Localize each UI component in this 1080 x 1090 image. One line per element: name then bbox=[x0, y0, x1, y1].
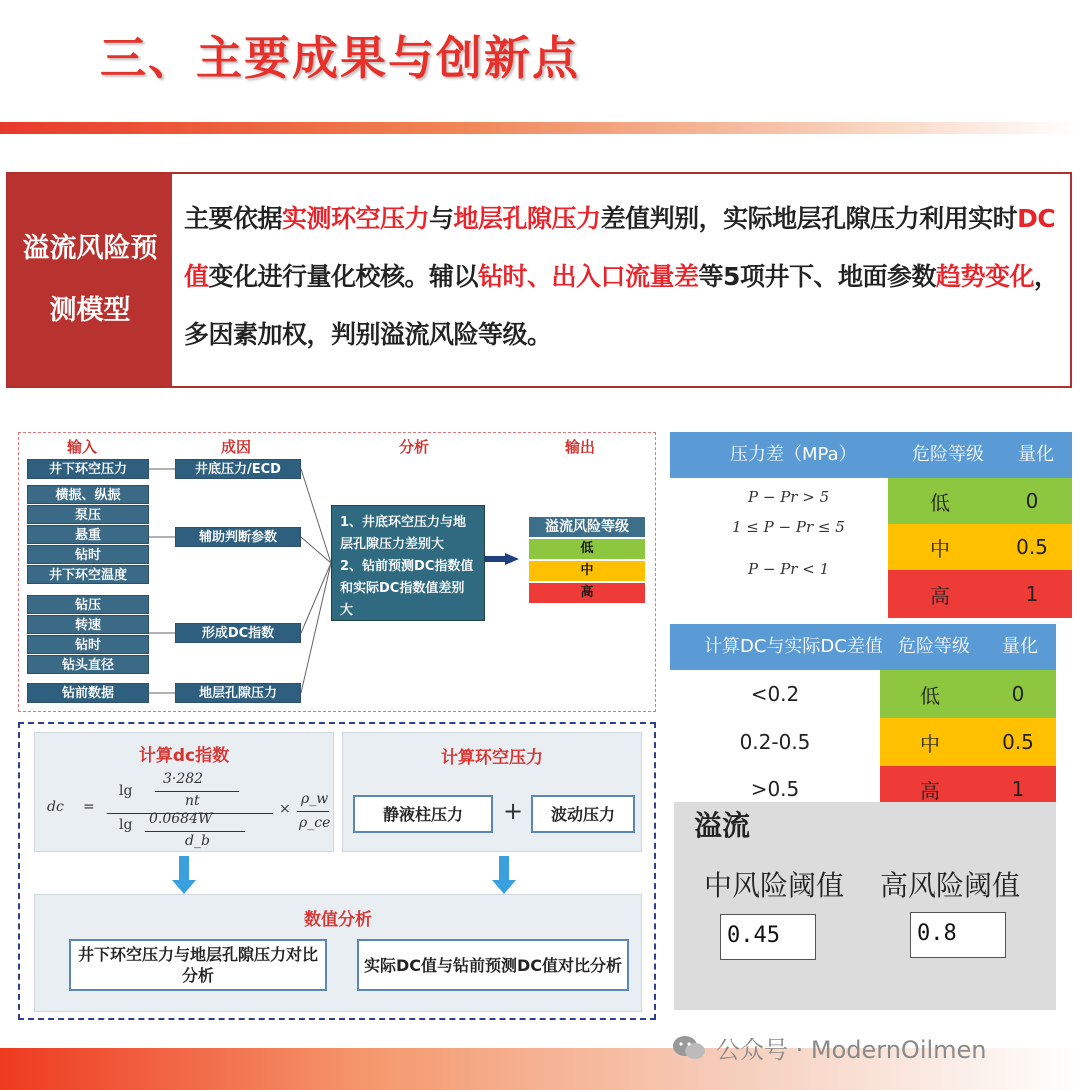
input-predrill-data: 钻前数据 bbox=[27, 683, 149, 703]
table1-col-diff: 压力差（MPa） bbox=[730, 444, 857, 465]
table1-level-low: 低 bbox=[888, 478, 992, 524]
input-param: 钻时 bbox=[27, 635, 149, 654]
summary-text bbox=[184, 190, 1064, 364]
watermark bbox=[672, 1030, 987, 1065]
header-input: 输入 bbox=[67, 438, 98, 456]
summary-highlight: 趋势变化 bbox=[935, 262, 1034, 291]
formula-eq: = bbox=[83, 799, 95, 815]
input-param: 钻头直径 bbox=[27, 655, 149, 674]
summary-highlight: 实测环空压力 bbox=[282, 204, 430, 233]
threshold-panel bbox=[674, 802, 1056, 1010]
summary-part: 与 bbox=[429, 204, 454, 233]
surge-pressure-box: 波动压力 bbox=[531, 795, 635, 833]
arrow-body bbox=[499, 856, 509, 882]
input-param: 井下环空温度 bbox=[27, 565, 149, 584]
formula-den-top: 0.0684W bbox=[149, 811, 213, 827]
threshold-title: 溢流 bbox=[694, 809, 751, 842]
static-pressure-box: 静液柱压力 bbox=[353, 795, 493, 833]
connector-line bbox=[301, 469, 331, 563]
table2-value-mid: 0.5 bbox=[980, 718, 1056, 766]
formula-den-bottom: d_b bbox=[185, 833, 210, 849]
summary-highlight: 地层孔隙压力 bbox=[453, 204, 601, 233]
input-param: 悬重 bbox=[27, 525, 149, 544]
wechat-icon bbox=[672, 1035, 706, 1061]
table2-header bbox=[670, 624, 1056, 670]
summary-label: 溢流风险预测模型 bbox=[8, 174, 172, 386]
analysis-item-2: 2、钻前预测DC指数值和实际DC指数值差别大 bbox=[340, 559, 474, 618]
risk-level-high: 高 bbox=[529, 583, 645, 603]
formula-num-bottom: nt bbox=[185, 793, 200, 809]
table1-level-mid: 中 bbox=[888, 524, 992, 570]
arrow-head bbox=[172, 880, 196, 894]
arrow-head bbox=[492, 880, 516, 894]
table1-conditions bbox=[670, 478, 886, 620]
numeric-analysis-title: 数值分析 bbox=[304, 910, 372, 930]
input-annulus-pressure: 井下环空压力 bbox=[27, 459, 149, 479]
mid-threshold-input[interactable]: 0.45 bbox=[720, 914, 816, 960]
table2-range: <0.2 bbox=[750, 682, 800, 706]
table2-col-diff: 计算DC与实际DC差值 bbox=[704, 636, 883, 657]
formula-rho-bottom: ρ_ce bbox=[299, 815, 331, 831]
input-param: 横振、纵振 bbox=[27, 485, 149, 504]
table1-value-high: 1 bbox=[992, 570, 1072, 618]
summary-part: ，多因素加权，判别溢流风险等级。 bbox=[184, 262, 1059, 349]
connector-line bbox=[301, 563, 331, 693]
numeric-analysis-panel bbox=[34, 894, 642, 1012]
output-arrow-body bbox=[485, 556, 507, 562]
risk-level-mid: 中 bbox=[529, 561, 645, 581]
table2-value-low: 0 bbox=[980, 670, 1056, 718]
cause-pore-pressure: 地层孔隙压力 bbox=[175, 683, 301, 703]
table1-header bbox=[670, 432, 1072, 478]
table1-col-level: 危险等级 bbox=[912, 444, 984, 465]
input-param: 转速 bbox=[27, 615, 149, 634]
title-underline bbox=[0, 122, 1080, 134]
formula-rho-top: ρ_w bbox=[301, 791, 329, 807]
table2-range: 0.2-0.5 bbox=[739, 730, 811, 754]
formula-lg: lg bbox=[119, 783, 133, 799]
table2-level-mid: 中 bbox=[880, 718, 980, 766]
cause-aux-params: 辅助判断参数 bbox=[175, 527, 301, 547]
table2-col-level: 危险等级 bbox=[898, 636, 970, 657]
table1-level-high: 高 bbox=[888, 570, 992, 618]
formula-lg: lg bbox=[119, 817, 133, 833]
summary-highlight: 钻时、出入口流量差 bbox=[478, 262, 699, 291]
formula-lhs: dc bbox=[47, 799, 64, 815]
input-param: 泵压 bbox=[27, 505, 149, 524]
table2-range: >0.5 bbox=[750, 777, 800, 801]
compare-dc-box: 实际DC值与钻前预测DC值对比分析 bbox=[357, 939, 629, 991]
calc-panel bbox=[18, 722, 656, 1020]
analysis-item-1: 1、井底环空压力与地层孔隙压力差别大 bbox=[340, 515, 467, 552]
formula-num-top: 3·282 bbox=[163, 771, 204, 787]
risk-level-title: 溢流风险等级 bbox=[529, 517, 645, 537]
header-cause: 成因 bbox=[221, 438, 252, 456]
compare-pressure-box: 井下环空压力与地层孔隙压力对比分析 bbox=[69, 939, 327, 991]
output-arrow-head bbox=[505, 553, 519, 565]
summary-highlight: DC值 bbox=[184, 204, 1056, 291]
connector-line bbox=[301, 563, 331, 633]
dc-title: 计算dc指数 bbox=[138, 746, 230, 766]
annulus-title: 计算环空压力 bbox=[441, 748, 543, 768]
summary-part: 变化进行量化校核。辅以 bbox=[208, 262, 479, 291]
high-threshold-label: 高风险阈值 bbox=[880, 869, 1021, 902]
high-threshold-input[interactable]: 0.8 bbox=[910, 912, 1006, 958]
cause-dc-index: 形成DC指数 bbox=[175, 623, 301, 643]
table1-value-low: 0 bbox=[992, 478, 1072, 524]
header-analysis: 分析 bbox=[399, 438, 430, 456]
input-param: 钻压 bbox=[27, 595, 149, 614]
input-param: 钻时 bbox=[27, 545, 149, 564]
summary-part: 主要依据 bbox=[184, 204, 283, 233]
cause-ecd: 井底压力/ECD bbox=[175, 459, 301, 479]
table2-level-low: 低 bbox=[880, 670, 980, 718]
table1-col-quant: 量化 bbox=[1018, 444, 1054, 465]
watermark-text: 公众号 · ModernOilmen bbox=[716, 1036, 987, 1064]
flow-diagram bbox=[18, 432, 656, 712]
plus-sign: + bbox=[503, 797, 524, 825]
condition: P − Pr < 1 bbox=[748, 560, 830, 578]
table2-col-quant: 量化 bbox=[1002, 636, 1038, 657]
risk-level-low: 低 bbox=[529, 539, 645, 559]
summary-part: 等5项井下、地面参数 bbox=[698, 262, 936, 291]
formula-times: × bbox=[279, 801, 291, 817]
page-title: 三、主要成果与创新点 bbox=[100, 31, 580, 85]
summary-part: 差值判别，实际地层孔隙压力利用实时 bbox=[600, 204, 1018, 233]
summary-box bbox=[6, 172, 1072, 388]
mid-threshold-label: 中风险阈值 bbox=[704, 869, 845, 902]
condition: 1 ≤ P − Pr ≤ 5 bbox=[732, 518, 845, 536]
analysis-box bbox=[331, 505, 485, 621]
table2-level-high: 高 bbox=[880, 766, 980, 812]
condition: P − Pr > 5 bbox=[748, 488, 830, 506]
header-output: 输出 bbox=[565, 438, 596, 456]
arrow-body bbox=[179, 856, 189, 882]
table1-value-mid: 0.5 bbox=[992, 524, 1072, 570]
table2-value-high: 1 bbox=[980, 766, 1056, 812]
